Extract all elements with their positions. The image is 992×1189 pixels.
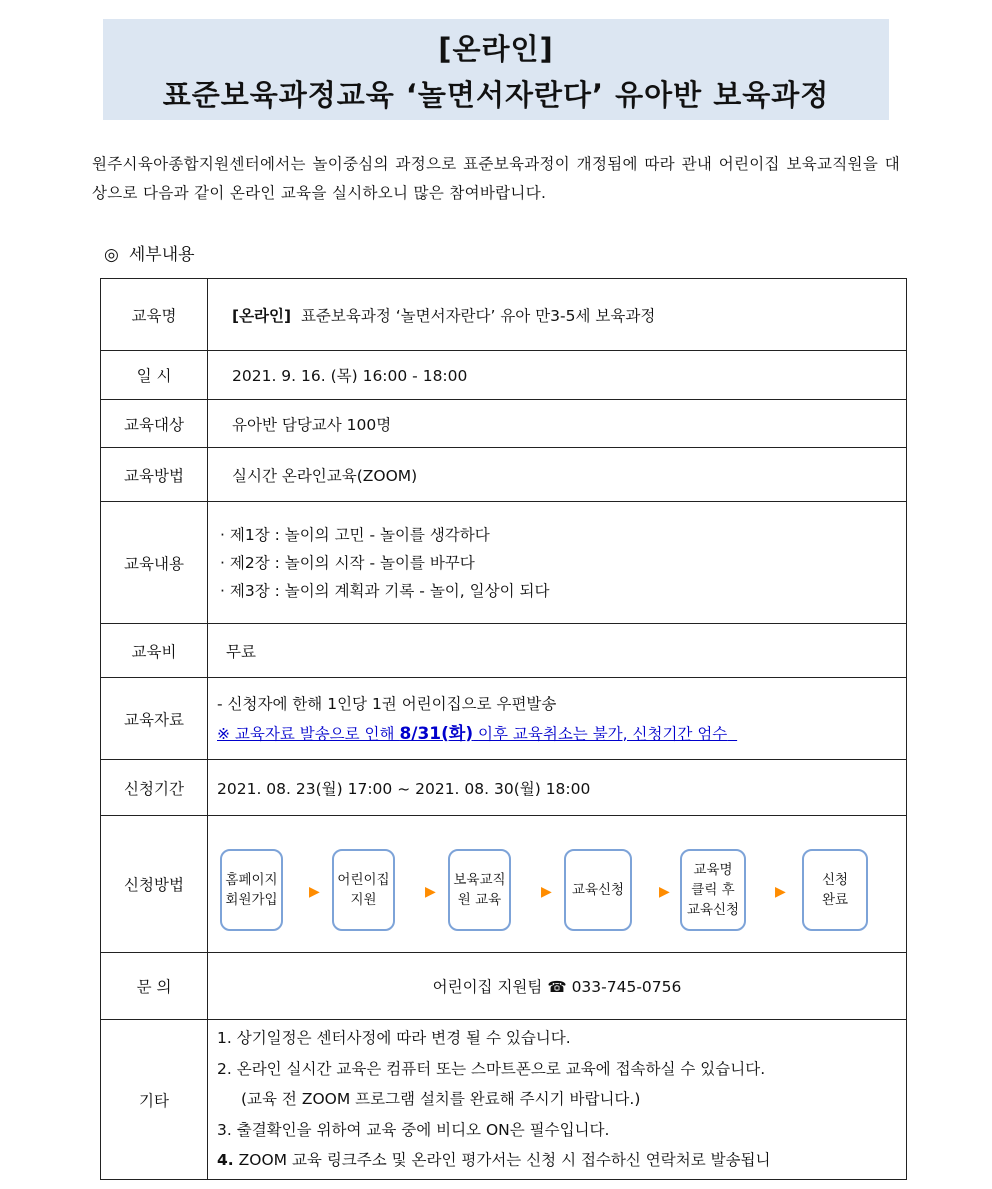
row-misc	[101, 1020, 907, 1180]
misc-item: 4. ZOOM 교육 링크주소 및 온라인 평가서는 신청 시 접수하신 연락처로 발송됩니	[217, 1151, 771, 1170]
arrow-right-icon: ▶	[541, 884, 552, 900]
section-heading	[104, 240, 195, 265]
misc-item: 2. 온라인 실시간 교육은 컴퓨터 또는 스마트폰으로 교육에 접속하실 수 있습니다.	[217, 1059, 766, 1078]
label-misc: 기타	[101, 1020, 208, 1180]
material-deadline: 8/31(화)	[399, 723, 474, 744]
row-course-name	[101, 279, 907, 351]
material-notice: ※ 교육자료 발송으로 인해 8/31(화) 이후 교육취소는 불가, 신청기간 엄수	[217, 723, 728, 744]
target-value: 유아반 담당교사 100명	[208, 400, 907, 448]
content-item: · 제1장 : 놀이의 고민 - 놀이를 생각하다	[220, 525, 490, 544]
date-value: 2021. 9. 16. (목) 16:00 - 18:00	[208, 351, 907, 400]
content-item: · 제2장 : 놀이의 시작 - 놀이를 바꾸다	[220, 553, 475, 572]
content-item: · 제3장 : 놀이의 계획과 기록 - 놀이, 일상이 되다	[220, 581, 550, 600]
fee-value: 무료	[208, 624, 907, 678]
flow-step-complete: 신청 완료	[802, 849, 868, 931]
arrow-right-icon: ▶	[309, 884, 320, 900]
section-title: 세부내용	[128, 245, 195, 265]
flow-step-signup: 홈페이지 회원가입	[220, 849, 283, 931]
double-circle-icon: ◎	[104, 245, 119, 265]
course-name: 표준보육과정 ‘놀면서자란다’ 유아 만3-5세 보육과정	[300, 306, 656, 325]
label-target: 교육대상	[101, 400, 208, 448]
title-banner	[103, 19, 889, 120]
row-period	[101, 760, 907, 816]
label-apply: 신청방법	[101, 816, 208, 953]
flow-step-apply: 교육신청	[564, 849, 632, 931]
row-content	[101, 502, 907, 624]
contact-team: 어린이집 지원팀	[432, 978, 543, 996]
title-line-1: [온라인]	[438, 32, 554, 66]
arrow-right-icon: ▶	[425, 884, 436, 900]
label-period: 신청기간	[101, 760, 208, 816]
course-prefix: [온라인]	[232, 306, 292, 325]
row-material	[101, 678, 907, 760]
row-apply	[101, 816, 907, 953]
phone-icon: ☎	[547, 978, 567, 996]
method-value: 실시간 온라인교육(ZOOM)	[208, 448, 907, 502]
row-target	[101, 400, 907, 448]
flow-step-staff-edu: 보육교직 원 교육	[448, 849, 511, 931]
row-method	[101, 448, 907, 502]
period-value: 2021. 08. 23(월) 17:00 ~ 2021. 08. 30(월) 18:00	[208, 760, 907, 816]
apply-flow	[208, 824, 906, 944]
label-course-name: 교육명	[101, 279, 208, 351]
row-contact	[101, 953, 907, 1020]
row-date	[101, 351, 907, 400]
row-fee	[101, 624, 907, 678]
label-content: 교육내용	[101, 502, 208, 624]
misc-item: 1. 상기일정은 센터사정에 따라 변경 될 수 있습니다.	[217, 1029, 571, 1048]
flow-step-daycare: 어린이집 지원	[332, 849, 395, 931]
arrow-right-icon: ▶	[775, 884, 786, 900]
arrow-right-icon: ▶	[659, 884, 670, 900]
label-contact: 문 의	[101, 953, 208, 1020]
contact-phone: 033-745-0756	[571, 978, 682, 996]
label-method: 교육방법	[101, 448, 208, 502]
details-table	[100, 278, 907, 1180]
flow-step-select-course: 교육명 클릭 후 교육신청	[680, 849, 746, 931]
label-material: 교육자료	[101, 678, 208, 760]
misc-item: 3. 출결확인을 위하여 교육 중에 비디오 ON은 필수입니다.	[217, 1120, 610, 1139]
label-date: 일 시	[101, 351, 208, 400]
title-line-2: 표준보육과정교육 ‘놀면서자란다’ 유아반 보육과정	[162, 78, 830, 112]
misc-item: (교육 전 ZOOM 프로그램 설치를 완료해 주시기 바랍니다.)	[241, 1090, 641, 1109]
material-line: - 신청자에 한해 1인당 1권 어린이집으로 우편발송	[217, 694, 557, 713]
label-fee: 교육비	[101, 624, 208, 678]
intro-paragraph: 원주시육아종합지원센터에서는 놀이중심의 과정으로 표준보육과정이 개정됨에 따라 관내 어린이집 보육교직원을 대상으로 다음과 같이 온라인 교육을 실시하오니 많은 참여바랍니다.	[92, 155, 900, 202]
